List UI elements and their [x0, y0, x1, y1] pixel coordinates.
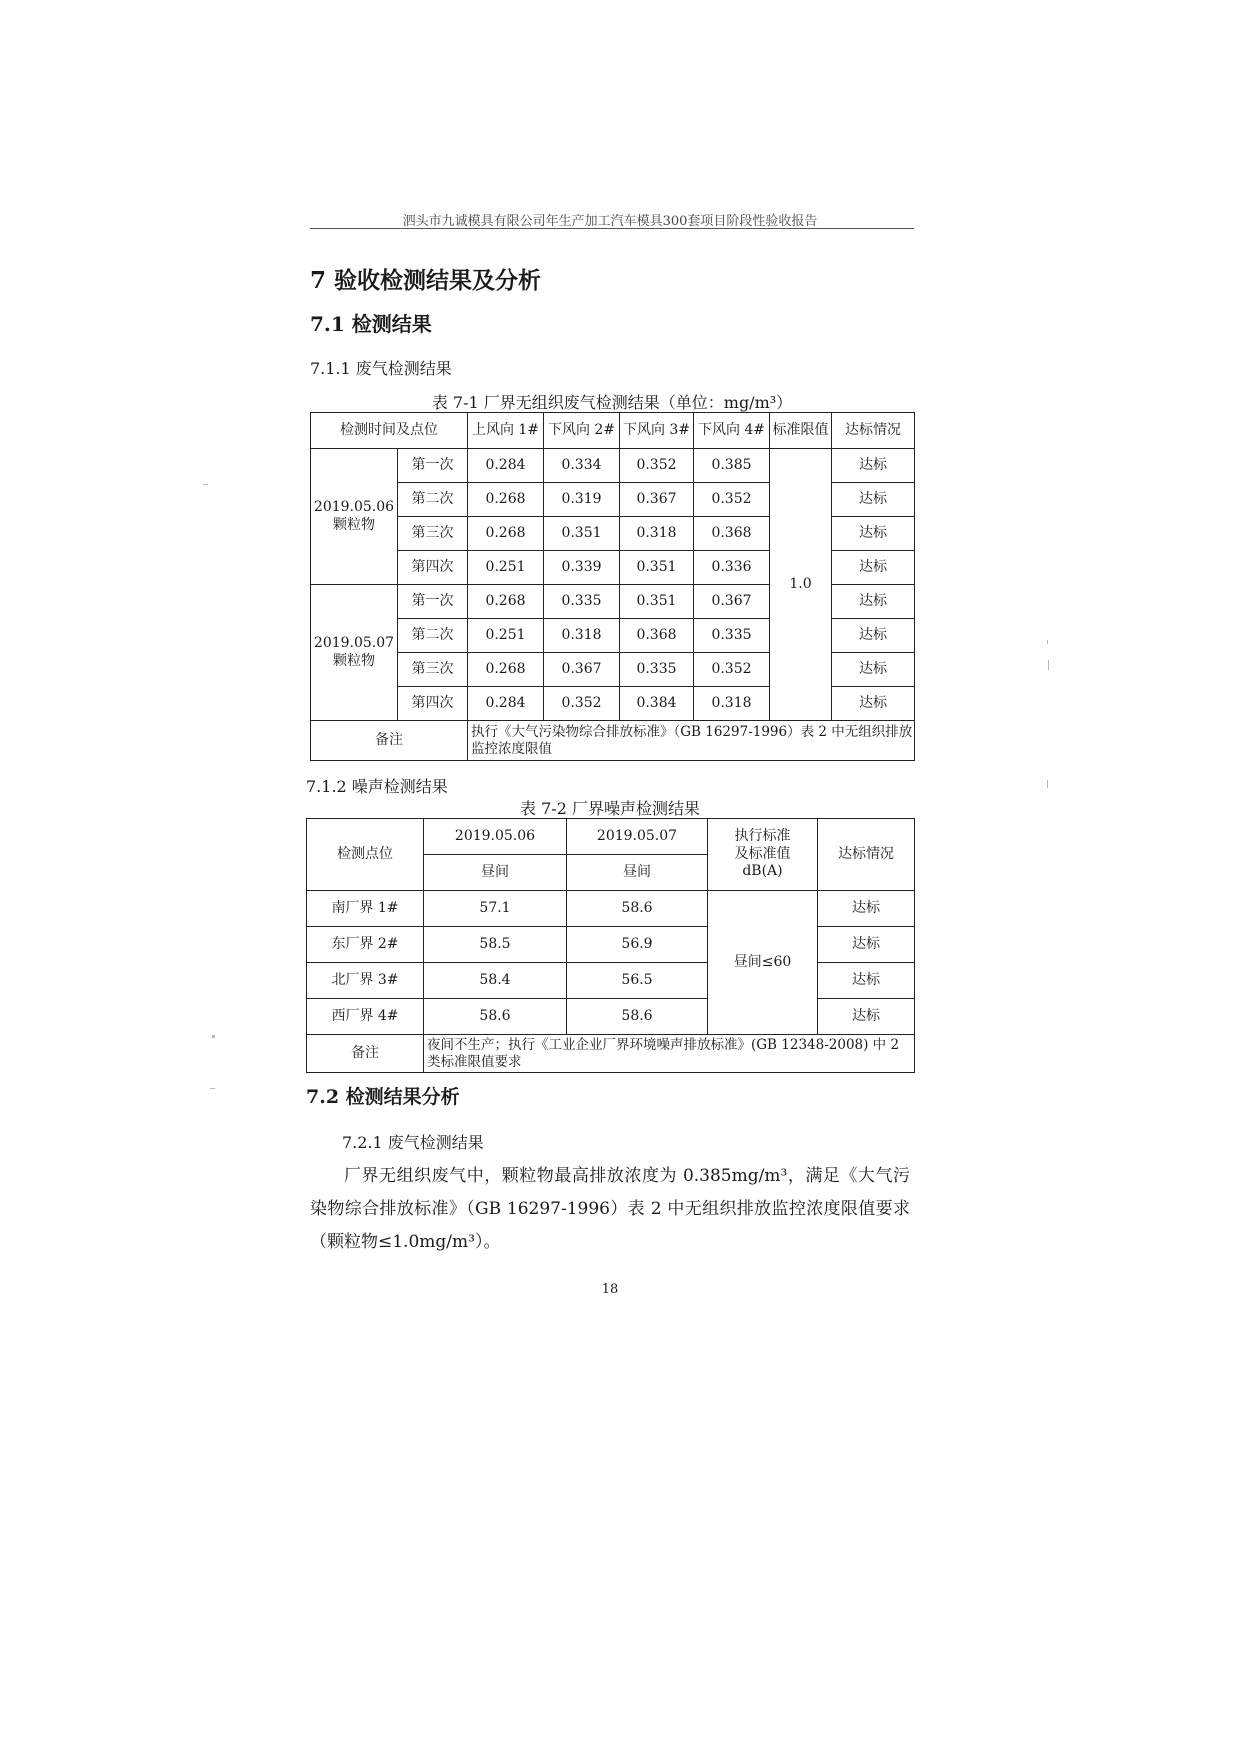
- value-cell: 0.352: [694, 483, 770, 517]
- value-cell: 0.335: [694, 619, 770, 653]
- table-7-1: [310, 412, 915, 761]
- status-cell: 达标: [832, 483, 915, 517]
- header-period-1: 昼间: [424, 855, 567, 891]
- value-cell: 0.385: [694, 449, 770, 483]
- time-cell: 第二次: [398, 619, 468, 653]
- point-cell: 南厂界 1#: [307, 891, 424, 927]
- scan-speck: [1047, 780, 1048, 788]
- value-cell: 0.336: [694, 551, 770, 585]
- scan-speck: [1047, 640, 1048, 644]
- table-row: [311, 449, 915, 483]
- scan-speck: [212, 1035, 215, 1038]
- value-cell: 0.318: [544, 619, 620, 653]
- header-standard-line: 及标准值: [734, 845, 791, 862]
- time-cell: 第二次: [398, 483, 468, 517]
- table-7-2: [306, 818, 915, 1073]
- table-row: [307, 999, 915, 1035]
- table-7-2-caption: 表 7-2 厂界噪声检测结果: [520, 799, 700, 818]
- status-cell: 达标: [832, 449, 915, 483]
- analysis-paragraph: 厂界无组织废气中，颗粒物最高排放浓度为 0.385mg/m³，满足《大气污染物综合排放标准》（GB 16297-1996）表 2 中无组织排放监控浓度限值要求（颗粒物≤1.0mg/m³）。: [310, 1166, 910, 1252]
- header-cell: 下风向 3#: [620, 413, 694, 449]
- value-cell: 0.268: [468, 653, 544, 687]
- section-7-1-2-heading: 7.1.2 噪声检测结果: [306, 777, 448, 796]
- value-cell: 0.351: [544, 517, 620, 551]
- section-7-1-1-heading: 7.1.1 废气检测结果: [310, 359, 452, 378]
- table-7-2-header-row: [307, 819, 915, 855]
- table-row: [307, 891, 915, 927]
- status-cell: 达标: [818, 927, 915, 963]
- value-cell: 0.339: [544, 551, 620, 585]
- value-cell: 0.251: [468, 551, 544, 585]
- section-7-1-heading: 7.1 检测结果: [310, 312, 432, 336]
- time-cell: 第四次: [398, 687, 468, 721]
- group-label: [311, 585, 398, 721]
- value-cell: 0.268: [468, 517, 544, 551]
- value-cell: 58.4: [424, 963, 567, 999]
- value-cell: 0.368: [620, 619, 694, 653]
- value-cell: 0.268: [468, 585, 544, 619]
- header-status: 达标情况: [818, 819, 915, 891]
- table-row: [307, 927, 915, 963]
- header-cell: 下风向 4#: [694, 413, 770, 449]
- section-7-2-1-heading: 7.2.1 废气检测结果: [342, 1133, 484, 1152]
- scan-speck: [203, 484, 208, 485]
- note-text: 夜间不生产；执行《工业企业厂界环境噪声排放标准》(GB 12348-2008) 中 2 类标准限值要求: [424, 1035, 915, 1073]
- limit-cell: 昼间≤60: [708, 891, 818, 1035]
- value-cell: 0.335: [620, 653, 694, 687]
- value-cell: 0.318: [694, 687, 770, 721]
- header-rule: [310, 228, 914, 229]
- note-label: 备注: [307, 1035, 424, 1073]
- point-cell: 东厂界 2#: [307, 927, 424, 963]
- header-cell: 标准限值: [770, 413, 832, 449]
- status-cell: 达标: [818, 891, 915, 927]
- value-cell: 58.6: [567, 891, 708, 927]
- group-date: 2019.05.07: [313, 635, 395, 651]
- status-cell: 达标: [818, 963, 915, 999]
- status-cell: 达标: [832, 653, 915, 687]
- page-number: 18: [601, 1282, 619, 1297]
- point-cell: 北厂界 3#: [307, 963, 424, 999]
- header-period-2: 昼间: [567, 855, 708, 891]
- table-7-1-header-row: [311, 413, 915, 449]
- value-cell: 0.351: [620, 585, 694, 619]
- time-cell: 第三次: [398, 517, 468, 551]
- header-standard: [708, 819, 818, 891]
- time-cell: 第三次: [398, 653, 468, 687]
- table-7-1-caption: 表 7-1 厂界无组织废气检测结果（单位：mg/m³）: [431, 393, 793, 412]
- point-cell: 西厂界 4#: [307, 999, 424, 1035]
- value-cell: 0.352: [694, 653, 770, 687]
- value-cell: 0.318: [620, 517, 694, 551]
- note-text: 执行《大气污染物综合排放标准》（GB 16297-1996）表 2 中无组织排放监控浓度限值: [468, 721, 915, 761]
- value-cell: 0.284: [468, 687, 544, 721]
- table-note-row: [307, 1035, 915, 1073]
- header-date-2: 2019.05.07: [567, 819, 708, 855]
- status-cell: 达标: [832, 517, 915, 551]
- value-cell: 0.334: [544, 449, 620, 483]
- group-pollutant: 颗粒物: [333, 516, 375, 533]
- section-7-heading: 7 验收检测结果及分析: [310, 267, 542, 294]
- value-cell: 0.367: [544, 653, 620, 687]
- time-cell: 第一次: [398, 449, 468, 483]
- scan-speck: [210, 1088, 215, 1089]
- header-standard-line: 执行标准: [734, 828, 791, 845]
- value-cell: 0.352: [620, 449, 694, 483]
- value-cell: 0.367: [694, 585, 770, 619]
- header-cell: 上风向 1#: [468, 413, 544, 449]
- header-cell: 下风向 2#: [544, 413, 620, 449]
- status-cell: 达标: [832, 619, 915, 653]
- time-cell: 第一次: [398, 585, 468, 619]
- status-cell: 达标: [832, 551, 915, 585]
- status-cell: 达标: [832, 687, 915, 721]
- value-cell: 0.251: [468, 619, 544, 653]
- value-cell: 0.367: [620, 483, 694, 517]
- header-point: 检测点位: [307, 819, 424, 891]
- scan-speck: [1048, 660, 1049, 670]
- header-cell: 检测时间及点位: [311, 413, 468, 449]
- value-cell: 0.284: [468, 449, 544, 483]
- value-cell: 58.6: [567, 999, 708, 1035]
- value-cell: 0.268: [468, 483, 544, 517]
- group-label: [311, 449, 398, 585]
- status-cell: 达标: [818, 999, 915, 1035]
- header-date-1: 2019.05.06: [424, 819, 567, 855]
- table-row: [307, 963, 915, 999]
- time-cell: 第四次: [398, 551, 468, 585]
- value-cell: 0.384: [620, 687, 694, 721]
- value-cell: 0.352: [544, 687, 620, 721]
- header-standard-line: dB(A): [742, 863, 783, 880]
- header-cell: 达标情况: [832, 413, 915, 449]
- group-pollutant: 颗粒物: [333, 652, 375, 669]
- section-7-2-heading: 7.2 检测结果分析: [306, 1086, 460, 1108]
- table-note-row: [311, 721, 915, 761]
- value-cell: 56.5: [567, 963, 708, 999]
- value-cell: 0.319: [544, 483, 620, 517]
- value-cell: 0.335: [544, 585, 620, 619]
- group-date: 2019.05.06: [313, 499, 395, 515]
- value-cell: 0.351: [620, 551, 694, 585]
- value-cell: 58.5: [424, 927, 567, 963]
- running-header: 泗头市九诚模具有限公司年生产加工汽车模具300套项目阶段性验收报告: [402, 214, 818, 229]
- limit-cell: 1.0: [770, 449, 832, 721]
- value-cell: 56.9: [567, 927, 708, 963]
- value-cell: 58.6: [424, 999, 567, 1035]
- status-cell: 达标: [832, 585, 915, 619]
- value-cell: 57.1: [424, 891, 567, 927]
- value-cell: 0.368: [694, 517, 770, 551]
- note-label: 备注: [311, 721, 468, 761]
